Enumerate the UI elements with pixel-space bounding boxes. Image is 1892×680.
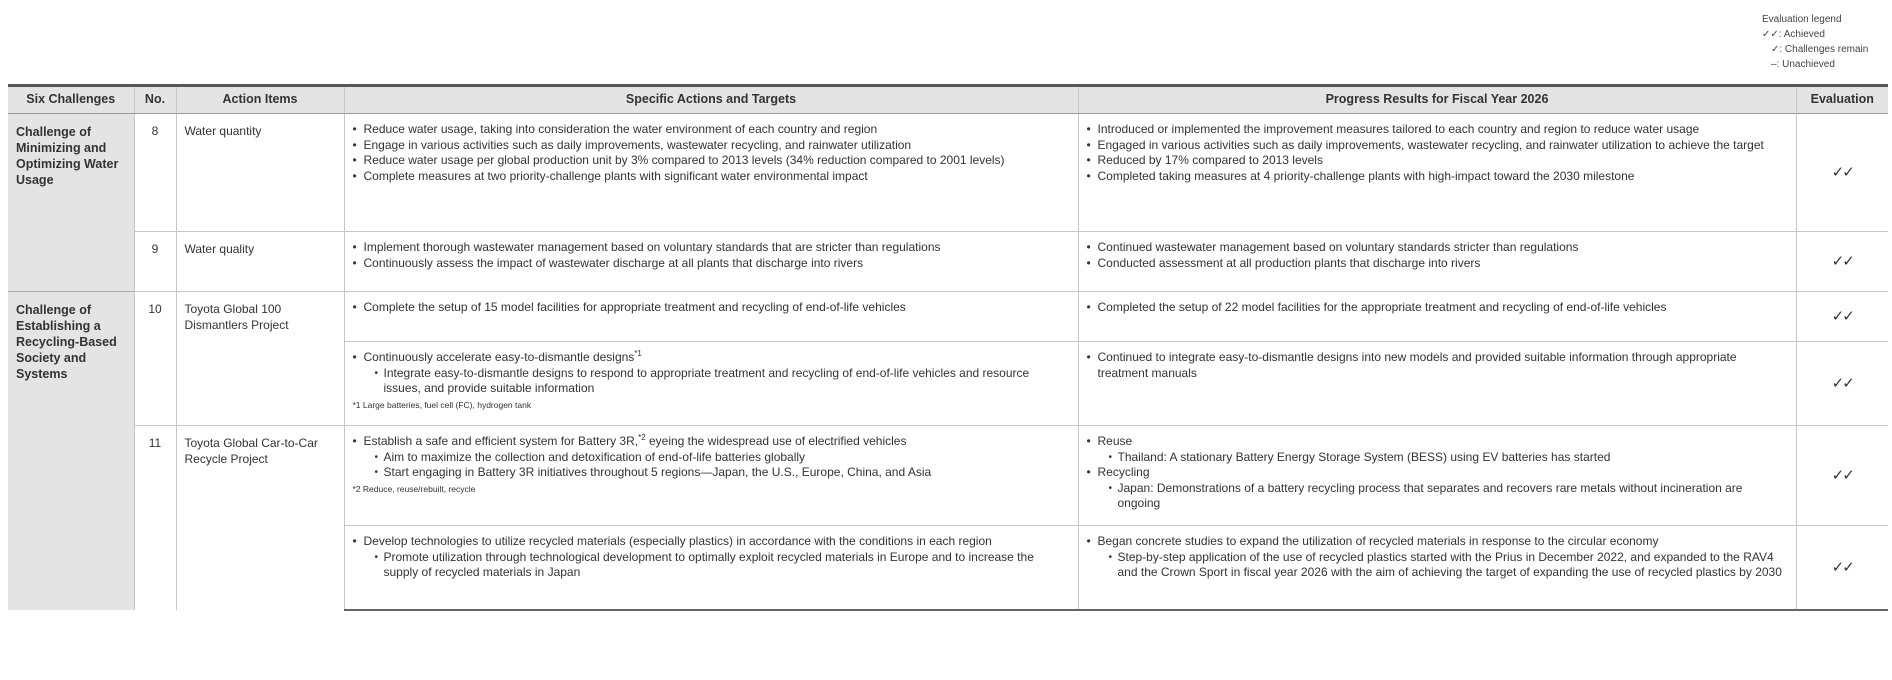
legend-title: Evaluation legend xyxy=(1762,14,1842,25)
evaluation-mark: ✓✓ xyxy=(1796,342,1888,426)
evaluation-mark: ✓✓ xyxy=(1796,114,1888,232)
list-item: • Completed the setup of 22 model facilities for the appropriate treatment and recycling of end-of-life vehicles xyxy=(1087,300,1788,316)
list-item xyxy=(353,434,1070,481)
action-item: Toyota Global Car-to-Car Recycle Project xyxy=(176,426,344,610)
specific-actions-cell xyxy=(344,114,1078,232)
header-no: No. xyxy=(134,86,176,114)
row-number: 10 xyxy=(134,292,176,426)
list-item: • Reduce water usage per global production unit by 3% compared to 2013 levels (34% reduction compared to 2001 levels) xyxy=(353,153,1070,169)
progress-cell xyxy=(1078,232,1796,292)
list-item xyxy=(353,534,1070,581)
list-item xyxy=(1087,434,1788,465)
legend-unachieved: –: Unachieved xyxy=(1771,59,1835,70)
footnote-ref: *2 xyxy=(638,433,646,442)
row-number: 9 xyxy=(134,232,176,292)
header-action-items: Action Items xyxy=(176,86,344,114)
list-item: • Continued to integrate easy-to-dismantle designs into new models and provided suitable information through appropriate treatment manuals xyxy=(1087,350,1788,381)
sub-list-item: • Aim to maximize the collection and detoxification of end-of-life batteries globally xyxy=(375,450,1070,466)
list-item: • Introduced or implemented the improvement measures tailored to each country and region to reduce water usage xyxy=(1087,122,1788,138)
challenges-table xyxy=(8,84,1888,611)
list-item: • Complete measures at two priority-challenge plants with significant water environmental impact xyxy=(353,169,1070,185)
header-evaluation: Evaluation xyxy=(1796,86,1888,114)
action-item: Water quantity xyxy=(176,114,344,232)
evaluation-mark: ✓✓ xyxy=(1796,426,1888,526)
list-item: • Continued wastewater management based on voluntary standards stricter than regulations xyxy=(1087,240,1788,256)
progress-cell xyxy=(1078,292,1796,342)
specific-actions-cell xyxy=(344,526,1078,610)
evaluation-mark: ✓✓ xyxy=(1796,292,1888,342)
sub-list-item: • Integrate easy-to-dismantle designs to respond to appropriate treatment and recycling of end-of-life vehicles and resource issues, and provide suitable information xyxy=(375,366,1070,397)
specific-actions-cell xyxy=(344,232,1078,292)
progress-cell xyxy=(1078,342,1796,426)
evaluation-mark: ✓✓ xyxy=(1796,232,1888,292)
list-item: • Complete the setup of 15 model facilities for appropriate treatment and recycling of end-of-life vehicles xyxy=(353,300,1070,316)
action-main-text: Continuously accelerate easy-to-dismantle designs xyxy=(363,350,635,364)
sub-list-item: • Step-by-step application of the use of recycled plastics started with the Prius in December 2022, and expanded to the RAV4 and the Crown Sport in fiscal year 2026 with the aim of achieving the target of expanding the use of recycled plastics by 2030 xyxy=(1109,550,1788,581)
legend-challenges-remain: ✓: Challenges remain xyxy=(1771,44,1869,55)
list-item: • Implement thorough wastewater management based on voluntary standards that are stricter than regulations xyxy=(353,240,1070,256)
action-item: Toyota Global 100 Dismantlers Project xyxy=(176,292,344,426)
evaluation-legend xyxy=(1762,12,1868,72)
row-number: 8 xyxy=(134,114,176,232)
specific-actions-cell xyxy=(344,426,1078,526)
list-item xyxy=(353,350,1070,397)
sub-list-item: • Thailand: A stationary Battery Energy Storage System (BESS) using EV batteries has started xyxy=(1109,450,1788,466)
list-item: • Conducted assessment at all production plants that discharge into rivers xyxy=(1087,256,1788,272)
challenge-recycling: Challenge of Establishing a Recycling-Based Society and Systems xyxy=(8,292,134,610)
list-item: • Completed taking measures at 4 priority-challenge plants with high-impact toward the 2030 milestone xyxy=(1087,169,1788,185)
action-main-text: Develop technologies to utilize recycled materials (especially plastics) in accordance with the conditions in each region xyxy=(363,534,992,548)
specific-actions-cell xyxy=(344,292,1078,342)
header-progress-results: Progress Results for Fiscal Year 2026 xyxy=(1078,86,1796,114)
list-item: • Reduce water usage, taking into consideration the water environment of each country and region xyxy=(353,122,1070,138)
action-item: Water quality xyxy=(176,232,344,292)
list-item xyxy=(1087,465,1788,512)
footnote: *2 Reduce, reuse/rebuilt, recycle xyxy=(352,483,476,494)
header-specific-actions: Specific Actions and Targets xyxy=(344,86,1078,114)
progress-cell xyxy=(1078,114,1796,232)
legend-achieved: ✓✓: Achieved xyxy=(1762,29,1825,40)
table-header-row xyxy=(8,86,1888,114)
sub-list-item: • Promote utilization through technological development to optimally exploit recycled materials in Europe and to increase the supply of recycled materials in Japan xyxy=(375,550,1070,581)
list-item: • Continuously assess the impact of wastewater discharge at all plants that discharge into rivers xyxy=(353,256,1070,272)
progress-cell xyxy=(1078,426,1796,526)
row-number: 11 xyxy=(134,426,176,610)
table-row xyxy=(8,232,1888,292)
table-row xyxy=(8,292,1888,342)
table-row xyxy=(8,114,1888,232)
progress-group-head: Reuse xyxy=(1097,434,1133,448)
action-main-tail: eyeing the widespread use of electrified vehicles xyxy=(645,434,907,448)
header-six-challenges: Six Challenges xyxy=(8,86,134,114)
sub-list-item: • Start engaging in Battery 3R initiatives throughout 5 regions—Japan, the U.S., Europe, China, and Asia xyxy=(375,465,1070,481)
progress-main-text: Began concrete studies to expand the utilization of recycled materials in response to the circular economy xyxy=(1097,534,1659,548)
list-item: • Reduced by 17% compared to 2013 levels xyxy=(1087,153,1788,169)
sub-list-item: • Japan: Demonstrations of a battery recycling process that separates and recovers rare metals without incineration are ongoing xyxy=(1109,481,1788,512)
list-item xyxy=(1087,534,1788,581)
challenge-water: Challenge of Minimizing and Optimizing Water Usage xyxy=(8,114,134,292)
footnote-ref: *1 xyxy=(634,349,642,358)
list-item: • Engaged in various activities such as daily improvements, wastewater recycling, and rainwater utilization to achieve the target xyxy=(1087,138,1788,154)
progress-group-head: Recycling xyxy=(1097,465,1150,479)
evaluation-mark: ✓✓ xyxy=(1796,526,1888,610)
action-main-text: Establish a safe and efficient system for Battery 3R, xyxy=(363,434,639,448)
specific-actions-cell xyxy=(344,342,1078,426)
list-item: • Engage in various activities such as daily improvements, wastewater recycling, and rainwater utilization xyxy=(353,138,1070,154)
table-row xyxy=(8,426,1888,526)
progress-cell xyxy=(1078,526,1796,610)
footnote: *1 Large batteries, fuel cell (FC), hydrogen tank xyxy=(352,399,532,410)
